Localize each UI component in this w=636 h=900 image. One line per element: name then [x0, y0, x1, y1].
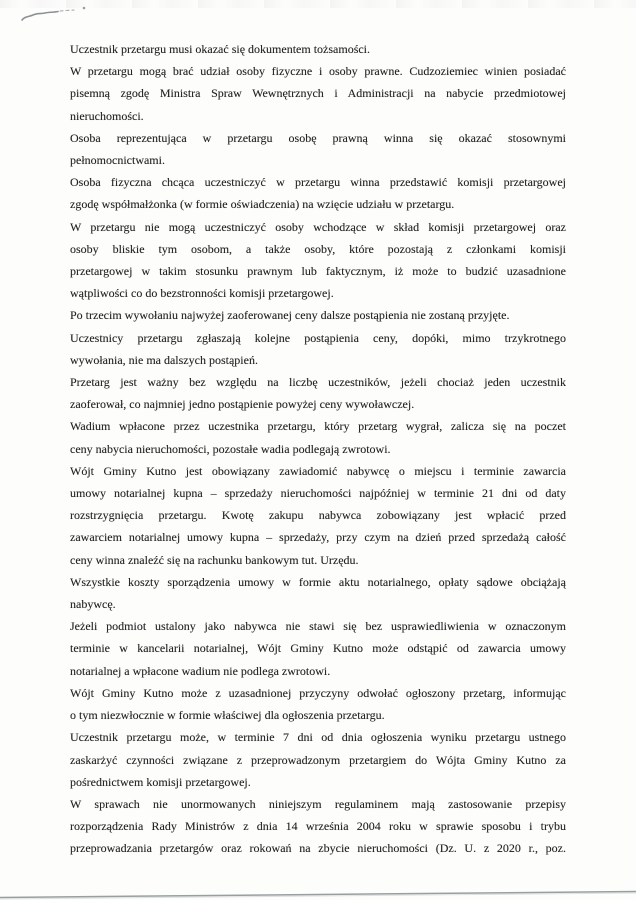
- text-line: Uczestnik przetargu może, w terminie 7 dni od dnia ogłoszenia wyniku przetargu ustnego: [70, 730, 566, 745]
- paragraph: [70, 571, 566, 615]
- text-line: W sprawach nie unormowanych niniejszym regulaminem mają zastosowanie przepisy: [70, 796, 566, 811]
- paragraph: [70, 60, 566, 127]
- text-line: zgodę współmałżonka (w formie oświadczenia) na wzięcie udziału w przetargu.: [70, 197, 455, 212]
- text-line: Wójt Gminy Kutno jest obowiązany zawiadomić nabywcę o miejscu i terminie zawarcia: [70, 463, 566, 478]
- text-line: ceny nabycia nieruchomości, pozostałe wadia podlegają zwrotowi.: [70, 441, 391, 456]
- text-line: Przetarg jest ważny bez względu na liczbę uczestników, jeżeli chociaż jeden uczestnik: [70, 375, 566, 390]
- text-line: Wójt Gminy Kutno może z uzasadnionej przyczyny odwołać ogłoszony przetarg, informując: [70, 685, 566, 700]
- paragraph: [70, 327, 566, 371]
- text-line: zaskarżyć czynności związane z przeprowadzonym przetargiem do Wójta Gminy Kutno za: [70, 752, 566, 767]
- text-line: rozporządzenia Rady Ministrów z dnia 14 września 2004 roku w sprawie sposobu i trybu: [70, 819, 566, 834]
- text-line: Po trzecim wywołaniu najwyżej zaoferowanej ceny dalsze postąpienia nie zostaną przyjęte.: [70, 308, 510, 323]
- text-line: ceny winna znaleźć się na rachunku bankowym tut. Urzędu.: [70, 552, 359, 567]
- paragraph: [70, 171, 566, 215]
- text-line: W przetargu nie mogą uczestniczyć osoby wchodzące w skład komisji przetargowej oraz: [70, 219, 566, 234]
- text-line: Wszystkie koszty sporządzenia umowy w formie aktu notarialnego, opłaty sądowe obciążają: [70, 574, 566, 589]
- handwriting-mark: [20, 3, 100, 25]
- paragraph: [70, 216, 566, 305]
- text-line: osoby bliskie tym osobom, a także osoby, które pozostają z członkami komisji: [70, 241, 566, 256]
- paragraph: [70, 127, 566, 171]
- text-line: Osoba reprezentująca w przetargu osobę prawną winna się okazać stosownymi: [70, 130, 566, 145]
- text-line: zawarciem notarialnej umowy kupna – sprzedaży, przy czym na dzień przed sprzedażą całość: [70, 530, 566, 545]
- paragraph: [70, 793, 566, 860]
- paragraph: [70, 371, 566, 415]
- text-line: terminie w kancelarii notarialnej, Wójt Gminy Kutno może odstąpić od zawarcia umowy: [70, 641, 566, 656]
- paragraph: [70, 726, 566, 793]
- text-line: przetargowej w takim stosunku prawnym lub faktycznym, iż może to budzić uzasadnione: [70, 264, 566, 279]
- text-line: Osoba fizyczna chcąca uczestniczyć w przetargu winna przedstawić komisji przetargowej: [70, 175, 566, 190]
- document-text: [70, 38, 566, 860]
- text-line: zaoferował, co najmniej jedno postąpienie powyżej ceny wywoławczej.: [70, 397, 415, 412]
- paragraph: [70, 415, 566, 459]
- text-line: nabywcę.: [70, 597, 116, 612]
- text-line: wywołania, nie ma dalszych postąpień.: [70, 352, 258, 367]
- text-line: wątpliwości co do bezstronności komisji przetargowej.: [70, 286, 334, 301]
- text-line: notarialnej a wpłacone wadium nie podlega zwrotowi.: [70, 663, 331, 678]
- text-line: Wadium wpłacone przez uczestnika przetargu, który przetarg wygrał, zalicza się na poczet: [70, 419, 566, 434]
- text-line: przeprowadzania przetargów oraz rokowań na zbycie nieruchomości (Dz. U. z 2020 r., poz.: [70, 841, 566, 856]
- paragraph: [70, 615, 566, 682]
- text-line: nieruchomości.: [70, 108, 144, 123]
- text-line: W przetargu mogą brać udział osoby fizyczne i osoby prawne. Cudzoziemiec winien posiadać: [70, 64, 566, 79]
- paragraph: [70, 682, 566, 726]
- text-line: pośrednictwem komisji przetargowej.: [70, 774, 251, 789]
- paragraph: [70, 304, 566, 326]
- paragraph: [70, 38, 566, 60]
- paragraph: [70, 460, 566, 571]
- text-line: Jeżeli podmiot ustalony jako nabywca nie stawi się bez usprawiedliwienia w oznaczonym: [70, 619, 566, 634]
- text-line: pisemną zgodę Ministra Spraw Wewnętrznych i Administracji na nabycie przedmiotowej: [70, 86, 566, 101]
- text-line: Uczestnik przetargu musi okazać się dokumentem tożsamości.: [70, 42, 371, 56]
- text-line: rozstrzygnięcia przetargu. Kwotę zakupu nabywca zobowiązany jest wpłacić przed: [70, 508, 566, 523]
- text-line: o tym niezwłocznie w formie właściwej dla ogłoszenia przetargu.: [70, 708, 385, 723]
- text-line: Uczestnicy przetargu zgłaszają kolejne postąpienia ceny, dopóki, mimo trzykrotnego: [70, 330, 566, 345]
- text-line: umowy notarialnej kupna – sprzedaży nieruchomości najpóźniej w terminie 21 dni od daty: [70, 486, 566, 501]
- text-line: pełnomocnictwami.: [70, 153, 165, 168]
- page-edge-line: [0, 886, 636, 900]
